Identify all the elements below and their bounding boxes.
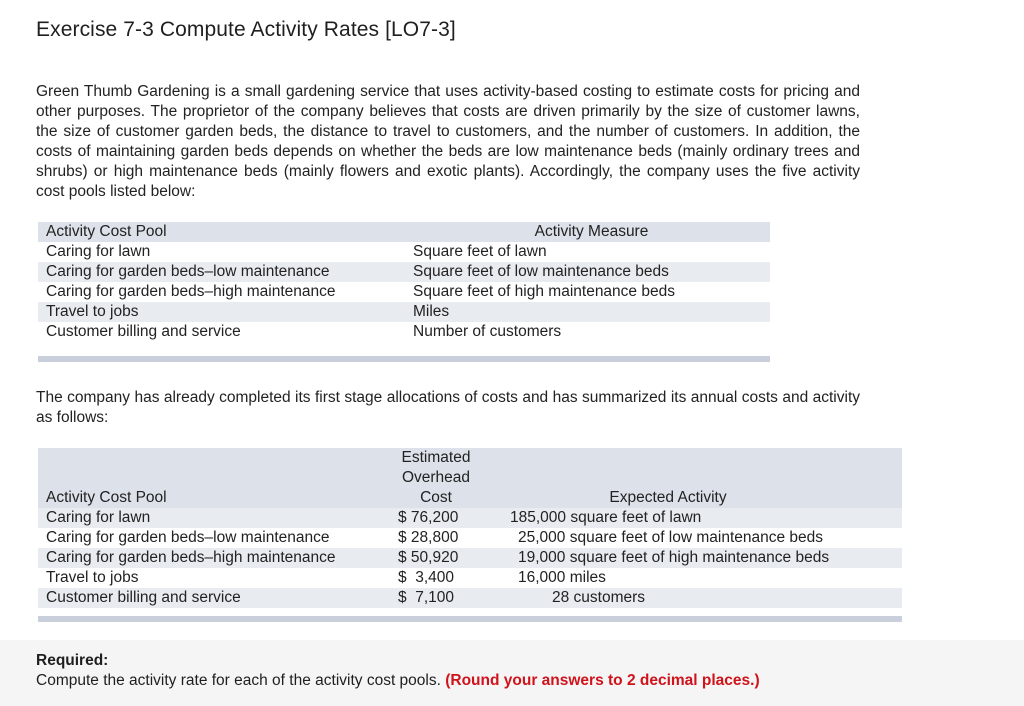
table-bottom-divider (38, 356, 770, 362)
table-row (38, 282, 770, 302)
table-row (38, 588, 902, 608)
intro-paragraph: Green Thumb Gardening is a small gardening service that uses activity-based costing to estimate costs for pricing and other purposes. The proprietor of the company believes that costs are driven primarily by the size of customer lawns, the size of customer garden beds, the distance to travel to customers, and the number of customers. In addition, the costs of maintaining garden beds depends on whether the beds are low maintenance beds (mainly ordinary trees and shrubs) or high maintenance beds (mainly flowers and exotic plants). Accordingly, the company uses the five activity cost pools listed below: (36, 83, 860, 200)
overhead-cost-cell: $ 7,100 (398, 589, 455, 606)
activity-measure-cell: Miles (413, 303, 450, 320)
table-row (38, 508, 902, 528)
expected-activity-cell: 19,000 square feet of high maintenance beds (518, 549, 830, 566)
cost-activity-table (38, 448, 902, 622)
table-header-row (38, 448, 902, 508)
cost-pool-cell: Caring for lawn (46, 509, 151, 526)
cost-pool-cell: Travel to jobs (46, 303, 139, 320)
header-estimated-overhead-cost: Estimated Overhead Cost (401, 449, 471, 506)
overhead-cost-cell: $ 76,200 (398, 509, 459, 526)
activity-measure-table (38, 222, 770, 362)
table-row (38, 262, 770, 282)
table-row (38, 302, 770, 322)
overhead-cost-cell: $ 50,920 (398, 549, 459, 566)
expected-activity-cell: 185,000 square feet of lawn (510, 509, 702, 526)
header-expected-activity: Expected Activity (609, 489, 727, 506)
required-instruction (36, 672, 760, 690)
table-row (38, 548, 902, 568)
cost-pool-cell: Customer billing and service (46, 323, 241, 340)
table-row (38, 568, 902, 588)
cost-pool-cell: Caring for garden beds–high maintenance (46, 283, 336, 300)
cost-pool-cell: Customer billing and service (46, 589, 241, 606)
cost-pool-cell: Caring for lawn (46, 243, 151, 260)
overhead-cost-cell: $ 28,800 (398, 529, 459, 546)
expected-activity-cell: 28 customers (552, 589, 646, 606)
table-header-row (38, 222, 770, 242)
required-label: Required: (36, 652, 109, 669)
expected-activity-cell: 25,000 square feet of low maintenance beds (518, 529, 824, 546)
cost-pool-cell: Caring for garden beds–low maintenance (46, 529, 330, 546)
activity-measure-cell: Number of customers (413, 323, 562, 340)
cost-pool-cell: Caring for garden beds–low maintenance (46, 263, 330, 280)
header-activity-measure: Activity Measure (534, 223, 649, 240)
table-row (38, 242, 770, 262)
activity-measure-cell: Square feet of high maintenance beds (413, 283, 675, 300)
table-bottom-divider (38, 616, 902, 622)
cost-pool-cell: Travel to jobs (46, 569, 139, 586)
table-row (38, 528, 902, 548)
table-row (38, 322, 770, 342)
header-activity-cost-pool: Activity Cost Pool (46, 223, 167, 240)
activity-measure-cell: Square feet of low maintenance beds (413, 263, 669, 280)
overhead-cost-cell: $ 3,400 (398, 569, 455, 586)
activity-measure-cell: Square feet of lawn (413, 243, 547, 260)
expected-activity-cell: 16,000 miles (518, 569, 606, 586)
header-activity-cost-pool: Activity Cost Pool (46, 489, 167, 506)
rounding-note: (Round your answers to 2 decimal places.) (445, 672, 760, 689)
summary-paragraph: The company has already completed its first stage allocations of costs and has summarized its annual costs and activity as follows: (36, 389, 860, 426)
required-text: Compute the activity rate for each of the activity cost pools. (36, 672, 441, 689)
cost-pool-cell: Caring for garden beds–high maintenance (46, 549, 336, 566)
page-title: Exercise 7-3 Compute Activity Rates [LO7-3] (36, 18, 456, 41)
